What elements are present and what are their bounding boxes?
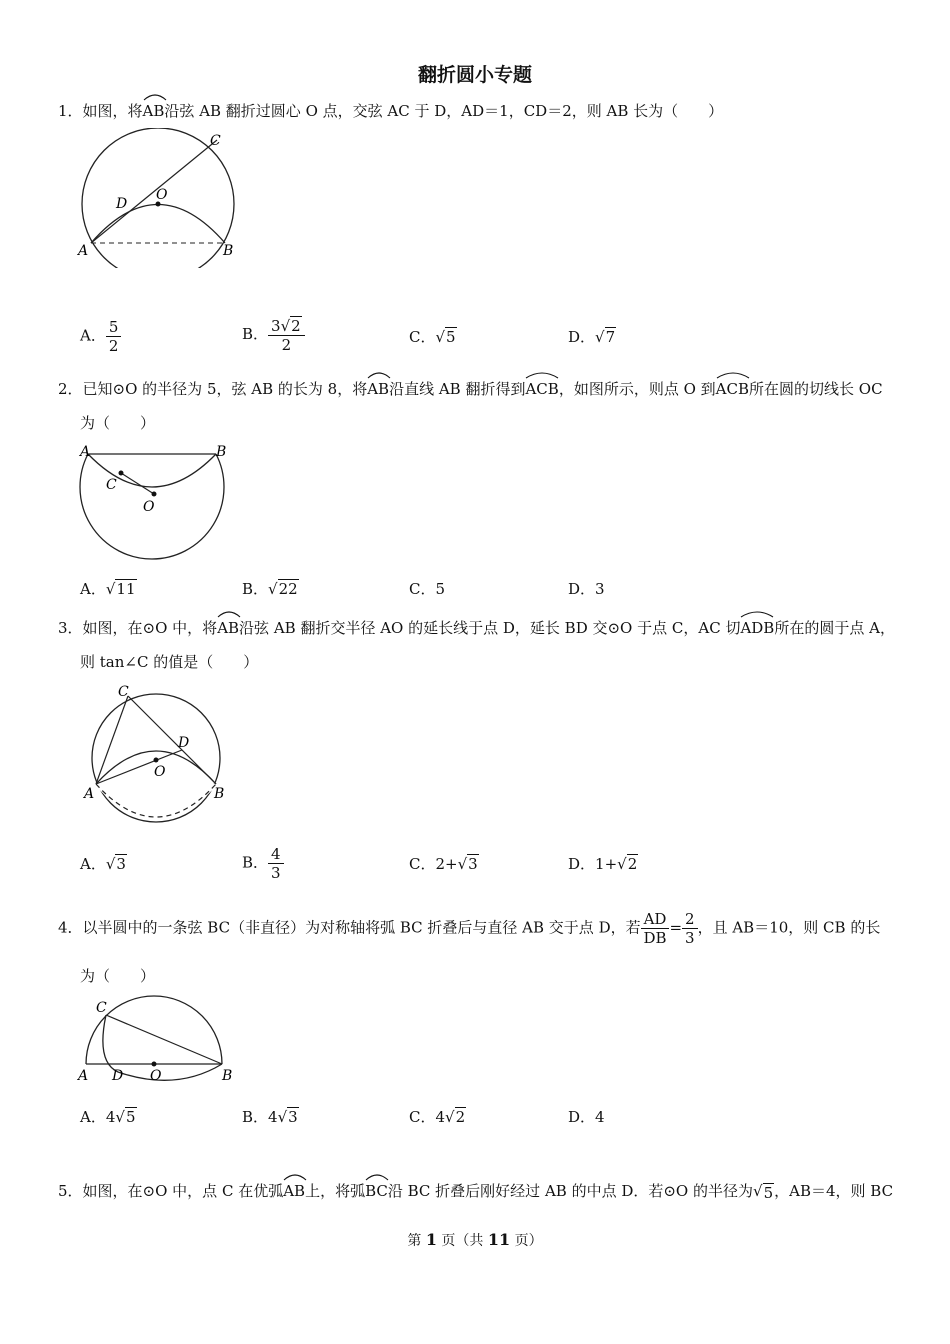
arc-mark-icon — [143, 93, 167, 101]
q4-label-d: D — [112, 1068, 124, 1084]
q4-fraction-2-3: $\frac{2}{3}$ — [682, 910, 698, 947]
sqrt-icon: √ 3 — [277, 1108, 298, 1126]
page-footer: 第 1 页（共 11 页） — [407, 1230, 543, 1249]
q4-label-o: O — [150, 1068, 162, 1084]
q1-folded-arc — [91, 205, 225, 244]
q3-label-o: O — [154, 764, 166, 780]
q1-chord-ac — [91, 140, 217, 243]
q4-option-b[interactable]: B．4 √ 3 — [242, 1108, 298, 1126]
q2-option-d[interactable]: D．3 — [568, 580, 605, 598]
q3-label-c: C — [118, 684, 129, 700]
q1-option-d[interactable]: D． √ 7 — [568, 328, 616, 346]
q4-option-d[interactable]: D．4 — [568, 1108, 605, 1126]
q1-label-a: A — [78, 243, 89, 259]
q4-label-b: B — [222, 1068, 233, 1084]
q3-label-b: B — [214, 786, 225, 802]
q2-figure — [76, 440, 241, 570]
question-2-stem: 2．已知⊙O 的半径为 5，弦 AB 的长为 8，将 AB沿直线 AB 翻折得到 ACB，如图所示，则点 O 到 ACB所在圆的切线长 OC — [58, 374, 883, 400]
q4-fraction-ad-db: $\frac{AD}{DB}$ — [641, 910, 670, 947]
sqrt-icon: √ 2 — [445, 1108, 466, 1126]
q1-label-b: B — [223, 243, 234, 259]
arc-mark-icon — [217, 610, 241, 618]
q1-option-b[interactable]: B． 3 √ 2 2 — [242, 316, 305, 354]
q3-figure — [76, 682, 236, 830]
sqrt-icon: √ 5 — [115, 1108, 136, 1126]
q2-label-o: O — [143, 499, 155, 515]
q3-label-d: D — [178, 735, 190, 751]
arc-mark-icon — [740, 610, 774, 618]
q4-option-c[interactable]: C．4 √ 2 — [409, 1108, 466, 1126]
sqrt-icon: √ 7 — [595, 328, 616, 346]
arc-mark-icon — [525, 371, 559, 379]
sqrt-icon: √ 5 — [753, 1182, 774, 1202]
q3-option-d[interactable]: D．1+ √ 2 — [568, 855, 638, 873]
q3-segment-ac — [96, 696, 128, 784]
q3-segment-cb — [128, 696, 216, 784]
page-title: 翻折圆小专题 — [417, 64, 532, 86]
q4-chord-bc — [106, 1015, 222, 1064]
q4-label-c: C — [96, 1000, 107, 1016]
q1-label-c: C — [210, 133, 221, 149]
question-2-stem-line2: 为（ ） — [80, 414, 156, 432]
q3-option-c[interactable]: C．2+ √ 3 — [409, 855, 478, 873]
q2-point-c — [119, 471, 124, 476]
q2-option-b[interactable]: B． √ 22 — [242, 580, 298, 598]
q1-figure — [76, 128, 246, 268]
q4-figure — [76, 992, 241, 1084]
q1-text-a: 1．如图，将 — [58, 102, 143, 120]
q2-segment-oc — [121, 473, 154, 494]
question-3-stem: 3．如图，在⊙O 中，将 AB沿弦 AB 翻折交半径 AO 的延长线于点 D，延长 BD 交⊙O 于点 C，AC 切 ADB所在的圆于点 A， — [58, 613, 895, 639]
arc-mark-icon — [283, 1173, 307, 1181]
question-5-stem: 5．如图，在⊙O 中，点 C 在优弧 AB上，将弧 BC沿 BC 折叠后刚好经过 AB 的中点 D．若⊙O 的半径为 √ 5 ，AB＝4，则 BC — [58, 1176, 893, 1202]
q4-label-a: A — [78, 1068, 89, 1084]
q1-label-o: O — [156, 187, 168, 203]
q1-text-b: 沿弦 — [164, 102, 200, 120]
q4-option-a[interactable]: A．4 √ 5 — [80, 1108, 136, 1126]
q2-option-a[interactable]: A． √ 11 — [80, 580, 136, 598]
q1-option-c[interactable]: C． √ 5 — [409, 328, 456, 346]
q4-center-point — [152, 1062, 157, 1067]
q2-label-b: B — [216, 444, 227, 460]
arc-mark-icon — [716, 371, 750, 379]
question-1-stem — [58, 96, 723, 122]
q3-option-b[interactable]: B． $\frac{4}{3}$ — [242, 845, 284, 882]
arc-mark-icon — [365, 1173, 389, 1181]
page-number: 1 — [425, 1230, 437, 1249]
arc-mark-icon — [367, 371, 391, 379]
sqrt-icon: √ 11 — [105, 580, 136, 598]
q1-text-c: AB 翻折过圆心 O 点，交弦 AC 于 D，AD＝1，CD＝2，则 AB 长为（ ） — [199, 102, 724, 120]
q1-label-d: D — [116, 196, 128, 212]
sqrt-icon: √ 22 — [268, 580, 298, 598]
q2-label-a: A — [80, 444, 91, 460]
question-4-stem: 4．以半圆中的一条弦 BC（非直径）为对称轴将弧 BC 折叠后与直径 AB 交于点 D，若 $\frac{AD}{DB}$ = $\frac{2}{3}$ ，且 AB＝10，则 CB 的长 — [58, 910, 881, 947]
q2-option-c[interactable]: C．5 — [409, 580, 446, 598]
question-3-stem-line2: 则 tan∠C 的值是（ ） — [80, 653, 259, 671]
sqrt-icon: √ 2 — [617, 855, 638, 873]
q2-label-c: C — [106, 477, 117, 493]
q2-point-o — [152, 492, 157, 497]
q3-option-a[interactable]: A． √ 3 — [80, 855, 126, 873]
q3-center-point — [154, 758, 159, 763]
sqrt-icon: √ 3 — [105, 855, 126, 873]
page-total: 11 — [487, 1230, 511, 1249]
q3-label-a: A — [84, 786, 95, 802]
q1-option-a[interactable]: A． $\frac{5}{2}$ — [80, 318, 121, 355]
question-4-stem-line2: 为（ ） — [80, 967, 156, 985]
q1-arc-ab: AB — [143, 96, 165, 122]
q3-segment-ad — [96, 750, 182, 784]
sqrt-icon: √ 5 — [435, 328, 456, 346]
sqrt-icon: √ 3 — [457, 855, 478, 873]
